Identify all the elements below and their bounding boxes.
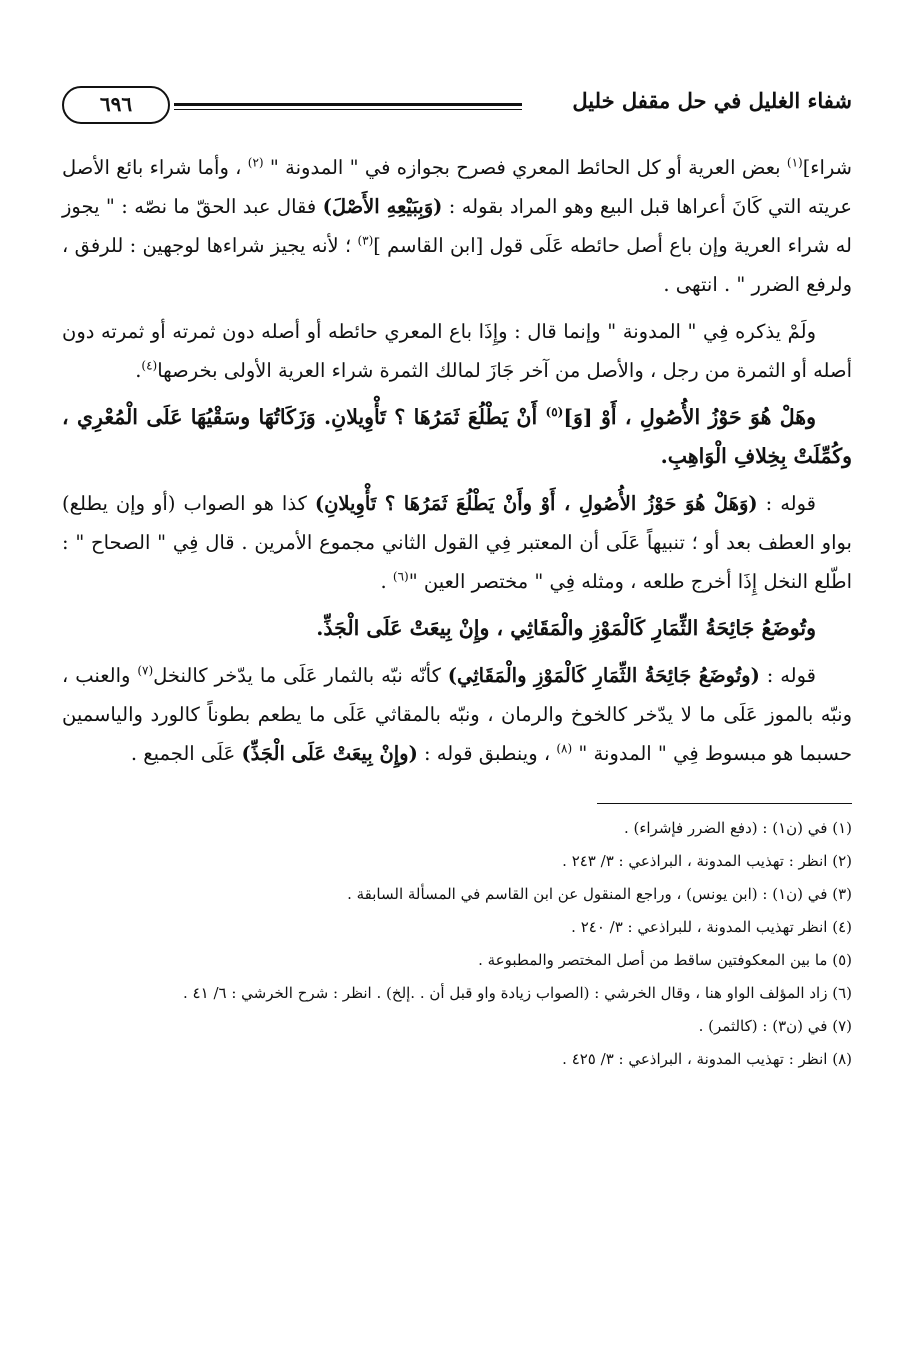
footnote-ref: (١) [786,155,803,170]
text-run: قوله : [759,664,816,687]
text-run: وهَلْ هُوَ حَوْزُ الأُصُولِ ، أَوْ [وَ] [563,405,816,429]
text-run: ، وينطبق قوله : [417,742,557,765]
text-run: أَنْ يَطْلُعَ ثَمَرُهَا ؟ تَأْوِيلانِ. وَزَكَاتُهَا وسَقْيُهَا عَلَى الْمُعْرِي ، وكُمِّلَتْ بِخِلافِ الْوَاهِبِ. [62,405,852,468]
footnote: (٢) انظر : تهذيب المدونة ، البراذعي : ٣/ ٢٤٣ . [562,852,852,870]
matn-paragraph [62,398,852,476]
text-run: . [380,570,393,593]
quoted-matn: (وتُوضَعُ جَائِحَةُ الثِّمَارِ كَالْمَوْزِ والْمَقَاثِي) [447,664,760,687]
footnote-ref: (٨) [556,741,573,756]
quoted-matn: (وَبِبَيْعِهِ الأَصْلَ) [322,195,443,218]
text-run: ؛ لأنه يجيز شراءها لوجهين : للرفق ، ولرفع الضرر " . انتهى . [62,234,852,296]
text-run: ، وأما شراء بائع الأصل عريته التي كَانَ أعراها قبل البيع وهو المراد بقوله : [62,156,852,218]
text-run: كذا هو الصواب (أو وإن يطلع) بواو العطف بعد أو ؛ تنبيهاً عَلَى أن المعتبر فِي القول الثاني مجموع الأمرين . قال فِي " الصحاح " : اطّلع النخل إِذَا أخرج طلعه ، ومثله فِي " مختصر العين " [62,492,852,593]
footnote-ref: (٤) [141,358,158,373]
footnote: (٣) في (ن١) : (ابن يونس) ، وراجع المنقول عن ابن القاسم في المسألة السابقة . [347,885,852,903]
footnote: (٤) انظر تهذيب المدونة ، للبراذعي : ٣/ ٢٤٠ . [571,918,852,936]
quoted-matn: (وإِنْ بِيعَتْ عَلَى الْجَذِّ) [241,742,418,765]
header-rule [174,103,522,110]
footnote-ref: (٧) [137,663,154,678]
footnotes [62,812,852,1076]
text-run: فقال عبد الحقّ ما نصّه : " يجوز له شراء العرية وإن باع أصل حائطه عَلَى قول [ابن القاسم ] [62,195,852,257]
footnote-ref: (٦) [392,569,409,584]
footnote: (٨) انظر : تهذيب المدونة ، البراذعي : ٣/ ٤٢٥ . [562,1050,852,1068]
footnote-ref: (٥) [545,405,564,420]
text-run: ولَمْ يذكره فِي " المدونة " وإنما قال : وإِذَا باع المعري حائطه أو أصله دون ثمرته أو ثمرته دون أصله أو الثمرة من رجل ، والأصل من آخر جَازَ لمالك الثمرة شراء العرية الأولى بخرصها [62,320,852,382]
footnote-ref: (٢) [247,155,264,170]
book-title: شفاء الغليل في حل مقفل خليل [572,88,852,113]
text-run: والعنب ، ونبّه بالموز عَلَى ما لا يدّخر كالخوخ والرمان ، ونبّه بالمقاثي عَلَى ما يطعم بطوناً كالورد والياسمين حسبما هو مبسوط فِي " المدونة " [62,664,852,765]
footnote-separator [597,803,852,804]
commentary-paragraph [62,656,852,773]
commentary-paragraph [62,148,852,304]
matn-paragraph [62,609,852,648]
text-run: بعض العرية أو كل الحائط المعري فصرح بجوازه في " المدونة " [263,156,787,179]
footnote: (١) في (ن١) : (دفع الضرر فإشراء) . [623,819,852,837]
main-text [62,148,852,773]
footnote: (٧) في (ن٣) : (كالثمر) . [698,1017,852,1035]
text-run: عَلَى الجميع . [130,742,242,765]
footnote: (٥) ما بين المعكوفتين ساقط من أصل المختصر والمطبوعة . [478,951,852,969]
text-run: وتُوضَعُ جَائِحَةُ الثِّمَارِ كَالْمَوْزِ والْمَقَاثِي ، وإِنْ بِيعَتْ عَلَى الْجَذِّ. [316,616,816,640]
text-run: . [135,359,142,382]
text-run: قوله : [757,492,816,515]
commentary-paragraph [62,484,852,601]
book-page [62,86,852,1346]
running-header [62,86,852,134]
commentary-paragraph [62,312,852,390]
quoted-matn: (وَهَلْ هُوَ حَوْزُ الأُصُولِ ، أَوْ وأَنْ يَطْلُعَ ثَمَرُهَا ؟ تَأْوِيلانِ) [314,492,758,515]
text-run: كأنّه نبّه بالثمار عَلَى ما يدّخر كالنخل [153,664,448,687]
text-run: شراء] [802,156,852,179]
footnote: (٦) زاد المؤلف الواو هنا ، وقال الخرشي : (الصواب زيادة واو قبل أن . .إلخ) . انظر : شرح الخرشي : ٦/ ٤١ . [183,984,852,1002]
page-number: ٦٩٦ [62,86,170,124]
footnote-ref: (٣) [357,233,374,248]
